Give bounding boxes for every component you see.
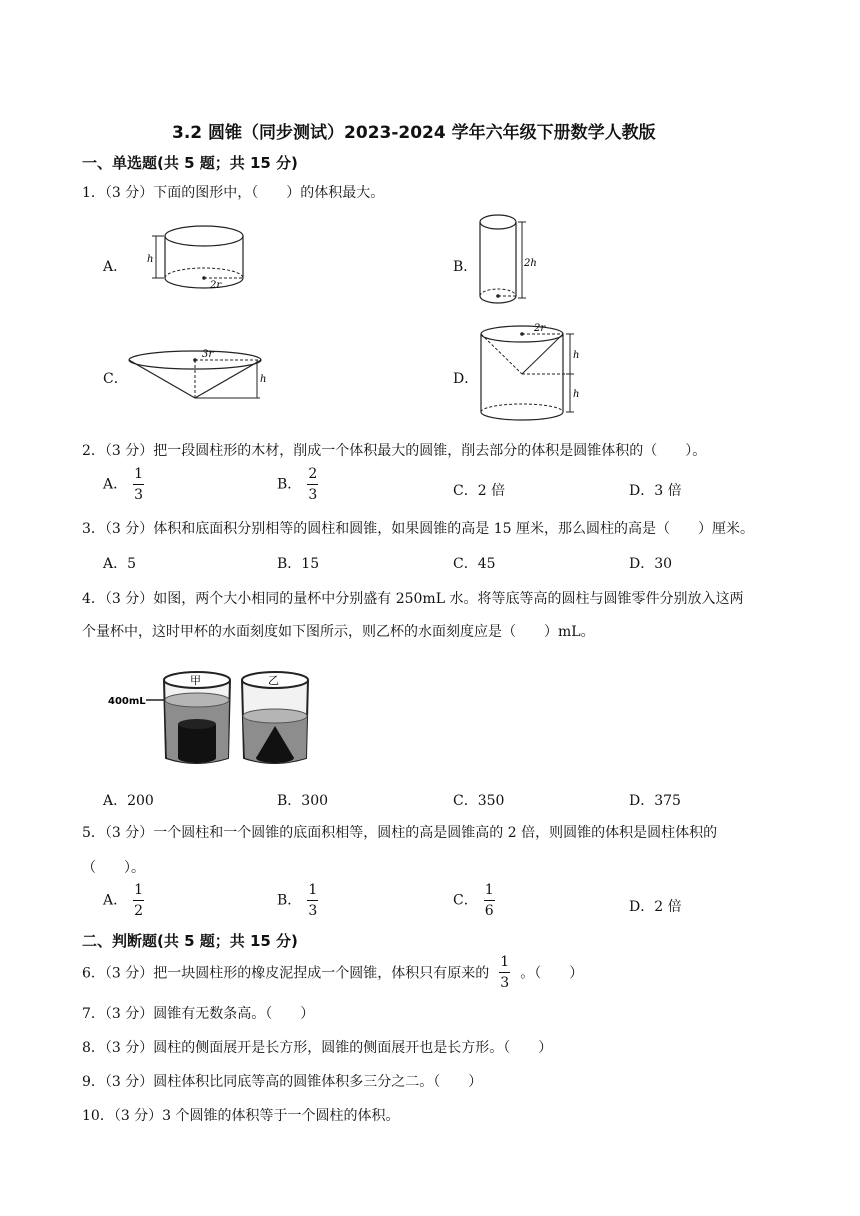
q4-option-b: B．300 [277,793,329,809]
q4-option-d: D．375 [629,793,681,809]
page-title: 3.2 圆锥（同步测试）2023-2024 学年六年级下册数学人教版 [172,123,656,143]
question-4-line-1: 4．（3 分）如图，两个大小相同的量杯中分别盛有 250mL 水。将等底等高的圆柱与圆锥零件分别放入这两 [82,591,744,607]
fraction-denominator: 3 [500,975,510,991]
q3-option-c: C．45 [453,556,496,572]
q5-option-a [103,882,144,919]
q1-d-r-label: 2r [534,323,546,334]
fraction-numerator: 2 [308,466,318,482]
fraction-numerator: 1 [308,882,318,898]
fraction-denominator: 3 [308,903,318,919]
q3-option-d: D．30 [629,556,673,572]
q2-option-b-label: B． [277,476,302,493]
q5-option-b [277,882,318,919]
q4-option-c: C．350 [453,793,505,809]
q2-option-a [103,466,144,503]
q4-figure-measuring-cups [108,660,328,772]
q4-cup-1-label: 甲 [190,674,201,687]
question-9: 9．（3 分）圆柱体积比同底等高的圆锥体积多三分之二。（ ） [82,1074,483,1090]
section-heading-true-false: 二、判断题(共 5 题；共 15 分) [82,932,298,950]
q3-option-a: A．5 [103,556,137,572]
q1-c-h-label: h [260,374,267,385]
q2-option-c [453,480,505,500]
fraction-numerator: 1 [500,954,510,970]
fraction-denominator: 3 [308,487,318,503]
q1-figure-a-cylinder [142,220,252,292]
q2-option-c-label: C． [453,483,478,499]
fraction-denominator: 6 [484,903,494,919]
fraction-numerator: 1 [134,882,144,898]
question-2: 2．（3 分）把一段圆柱形的木材，削成一个体积最大的圆锥，削去部分的体积是圆锥体积的（ ）。 [82,443,707,459]
q2-option-d-text: 3 倍 [654,483,682,499]
q5-option-d [629,896,682,916]
q5-option-d-text: 2 倍 [654,899,682,915]
q2-option-d [629,480,682,500]
q1-d-h1-label: h [573,350,580,361]
q1-option-c-label: C． [103,371,128,387]
q1-a-h-label: h [147,254,154,265]
q1-a-r-label: 2r [210,280,222,291]
q2-option-a-fraction [133,466,144,503]
q5-option-c-label: C． [453,892,478,909]
question-10: 10．（3 分）3 个圆锥的体积等于一个圆柱的体积。 [82,1108,400,1124]
q1-d-h2-label: h [573,389,580,400]
section-heading-single-choice: 一、单选题(共 5 题；共 15 分) [82,154,298,172]
q1-option-a-label: A． [103,259,128,275]
q1-option-b-label: B． [453,259,478,275]
q2-option-b-fraction [307,466,318,503]
question-1: 1．（3 分）下面的图形中，（ ）的体积最大。 [82,185,385,201]
question-6 [82,954,583,991]
question-7: 7．（3 分）圆锥有无数条高。（ ） [82,1006,315,1022]
q1-figure-c-cone [126,342,276,406]
q3-option-b: B．15 [277,556,320,572]
q2-option-d-label: D． [629,483,655,499]
q5-option-c-fraction [484,882,495,919]
q5-option-a-label: A． [103,892,128,909]
q4-cup-2-label: 乙 [268,674,279,687]
q2-option-a-label: A． [103,476,128,493]
q1-figure-d-cylinder-with-cone [478,322,590,426]
question-6-fraction [499,954,510,991]
fraction-numerator: 1 [484,882,494,898]
question-4-line-2: 个量杯中，这时甲杯的水面刻度如下图所示，则乙杯的水面刻度应是（ ）mL。 [82,624,595,640]
q1-figure-b-cylinder [476,210,546,310]
q1-option-d-label: D． [453,371,479,387]
question-8: 8．（3 分）圆柱的侧面展开是长方形，圆锥的侧面展开也是长方形。（ ） [82,1040,553,1056]
fraction-numerator: 1 [134,466,144,482]
q5-option-b-label: B． [277,892,302,909]
question-3: 3．（3 分）体积和底面积分别相等的圆柱和圆锥，如果圆锥的高是 15 厘米，那么圆柱的高是（ ）厘米。 [82,521,754,537]
q4-option-a: A．200 [103,793,154,809]
q5-option-b-fraction [307,882,318,919]
fraction-denominator: 3 [134,487,144,503]
q4-mark-label: 400mL [108,696,146,707]
q1-b-h-label: 2h [524,258,537,269]
q2-option-c-text: 2 倍 [477,483,506,499]
question-6-bracket: 。（ ） [520,965,584,982]
question-6-text: 6．（3 分）把一块圆柱形的橡皮泥捏成一个圆锥，体积只有原来的 [82,965,490,982]
fraction-denominator: 2 [134,903,144,919]
q5-option-a-fraction [133,882,144,919]
q5-option-d-label: D． [629,899,655,915]
question-5-line-1: 5．（3 分）一个圆柱和一个圆锥的底面积相等，圆柱的高是圆锥高的 2 倍，则圆锥的体积是圆柱体积的 [82,825,718,841]
q1-c-r-label: 3r [202,349,214,360]
q5-option-c [453,882,495,919]
q2-option-b [277,466,318,503]
question-5-line-2: （ ）。 [82,860,145,876]
